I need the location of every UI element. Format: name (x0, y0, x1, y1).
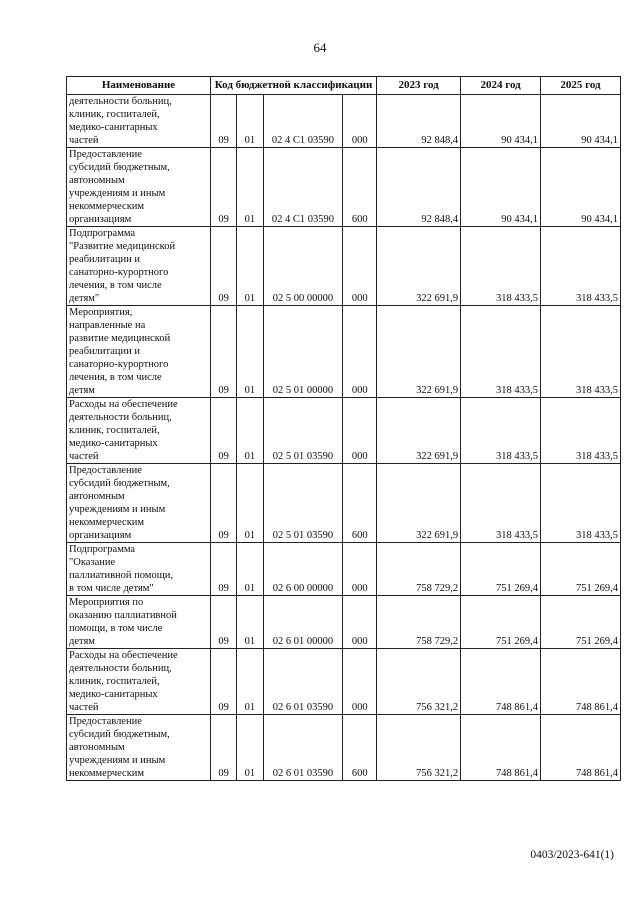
subsection-code-cell: 01 (237, 715, 263, 781)
value-2023-cell: 756 321,2 (377, 715, 461, 781)
value-2023-cell: 322 691,9 (377, 464, 461, 543)
target-article-cell: 02 5 00 00000 (263, 227, 343, 306)
expense-type-cell: 000 (343, 306, 377, 398)
value-2023-cell: 758 729,2 (377, 596, 461, 649)
section-code-cell: 09 (211, 95, 237, 148)
value-2023-cell: 92 848,4 (377, 148, 461, 227)
value-2024-cell: 318 433,5 (461, 227, 541, 306)
header-name: Наименование (67, 77, 211, 95)
header-budget-code: Код бюджетной классификации (211, 77, 377, 95)
table-row (67, 148, 621, 227)
value-2024-cell: 748 861,4 (461, 715, 541, 781)
row-name-cell: Расходы на обеспечение деятельности больниц, клиник, госпиталей, медико-санитарных частей (67, 398, 211, 464)
table-row (67, 649, 621, 715)
target-article-cell: 02 5 01 03590 (263, 464, 343, 543)
subsection-code-cell: 01 (237, 306, 263, 398)
subsection-code-cell: 01 (237, 148, 263, 227)
value-2025-cell: 751 269,4 (541, 596, 621, 649)
value-2025-cell: 318 433,5 (541, 227, 621, 306)
value-2023-cell: 322 691,9 (377, 306, 461, 398)
target-article-cell: 02 6 01 00000 (263, 596, 343, 649)
header-2025: 2025 год (541, 77, 621, 95)
expense-type-cell: 600 (343, 148, 377, 227)
table-row (67, 398, 621, 464)
expense-type-cell: 000 (343, 596, 377, 649)
subsection-code-cell: 01 (237, 95, 263, 148)
value-2024-cell: 90 434,1 (461, 95, 541, 148)
row-name-cell: Предоставление субсидий бюджетным, автономным учреждениям и иным некоммерческим организациям (67, 464, 211, 543)
value-2024-cell: 90 434,1 (461, 148, 541, 227)
value-2023-cell: 758 729,2 (377, 543, 461, 596)
section-code-cell: 09 (211, 543, 237, 596)
section-code-cell: 09 (211, 148, 237, 227)
value-2024-cell: 318 433,5 (461, 464, 541, 543)
section-code-cell: 09 (211, 715, 237, 781)
value-2025-cell: 751 269,4 (541, 543, 621, 596)
table-row (67, 306, 621, 398)
expense-type-cell: 000 (343, 649, 377, 715)
row-name-cell: Подпрограмма "Оказание паллиативной помощи, в том числе детям" (67, 543, 211, 596)
row-name-cell: Мероприятия по оказанию паллиативной помощи, в том числе детям (67, 596, 211, 649)
value-2024-cell: 751 269,4 (461, 543, 541, 596)
value-2023-cell: 756 321,2 (377, 649, 461, 715)
value-2024-cell: 748 861,4 (461, 649, 541, 715)
row-name-cell: Мероприятия, направленные на развитие медицинской реабилитации и санаторно-курортного лечения, в том числе детям (67, 306, 211, 398)
table-row (67, 227, 621, 306)
section-code-cell: 09 (211, 398, 237, 464)
value-2025-cell: 318 433,5 (541, 464, 621, 543)
value-2025-cell: 90 434,1 (541, 95, 621, 148)
value-2025-cell: 748 861,4 (541, 715, 621, 781)
header-2024: 2024 год (461, 77, 541, 95)
header-2023: 2023 год (377, 77, 461, 95)
value-2025-cell: 318 433,5 (541, 398, 621, 464)
target-article-cell: 02 6 01 03590 (263, 649, 343, 715)
value-2025-cell: 748 861,4 (541, 649, 621, 715)
target-article-cell: 02 5 01 00000 (263, 306, 343, 398)
budget-table (66, 76, 621, 781)
table-row (67, 596, 621, 649)
target-article-cell: 02 4 С1 03590 (263, 148, 343, 227)
row-name-cell: Предоставление субсидий бюджетным, автономным учреждениям и иным некоммерческим организациям (67, 148, 211, 227)
table-header-row (67, 77, 621, 95)
expense-type-cell: 600 (343, 464, 377, 543)
value-2025-cell: 90 434,1 (541, 148, 621, 227)
section-code-cell: 09 (211, 306, 237, 398)
row-name-cell: Расходы на обеспечение деятельности больниц, клиник, госпиталей, медико-санитарных частей (67, 649, 211, 715)
target-article-cell: 02 6 01 03590 (263, 715, 343, 781)
value-2024-cell: 318 433,5 (461, 398, 541, 464)
section-code-cell: 09 (211, 227, 237, 306)
page-number: 64 (313, 40, 327, 55)
table-row (67, 95, 621, 148)
table-body (67, 95, 621, 781)
expense-type-cell: 000 (343, 227, 377, 306)
value-2024-cell: 751 269,4 (461, 596, 541, 649)
subsection-code-cell: 01 (237, 398, 263, 464)
subsection-code-cell: 01 (237, 649, 263, 715)
subsection-code-cell: 01 (237, 543, 263, 596)
value-2025-cell: 318 433,5 (541, 306, 621, 398)
target-article-cell: 02 5 01 03590 (263, 398, 343, 464)
subsection-code-cell: 01 (237, 464, 263, 543)
subsection-code-cell: 01 (237, 596, 263, 649)
table-row (67, 464, 621, 543)
expense-type-cell: 600 (343, 715, 377, 781)
document-code: 0403/2023-641(1) (530, 849, 614, 861)
value-2023-cell: 92 848,4 (377, 95, 461, 148)
value-2023-cell: 322 691,9 (377, 227, 461, 306)
table-row (67, 543, 621, 596)
value-2023-cell: 322 691,9 (377, 398, 461, 464)
row-name-cell: Предоставление субсидий бюджетным, автономным учреждениям и иным некоммерческим (67, 715, 211, 781)
target-article-cell: 02 4 С1 03590 (263, 95, 343, 148)
target-article-cell: 02 6 00 00000 (263, 543, 343, 596)
section-code-cell: 09 (211, 464, 237, 543)
row-name-cell: деятельности больниц, клиник, госпиталей, медико-санитарных частей (67, 95, 211, 148)
subsection-code-cell: 01 (237, 227, 263, 306)
value-2024-cell: 318 433,5 (461, 306, 541, 398)
expense-type-cell: 000 (343, 95, 377, 148)
row-name-cell: Подпрограмма "Развитие медицинской реабилитации и санаторно-курортного лечения, в том числе детям" (67, 227, 211, 306)
expense-type-cell: 000 (343, 398, 377, 464)
section-code-cell: 09 (211, 649, 237, 715)
section-code-cell: 09 (211, 596, 237, 649)
table-row (67, 715, 621, 781)
expense-type-cell: 000 (343, 543, 377, 596)
